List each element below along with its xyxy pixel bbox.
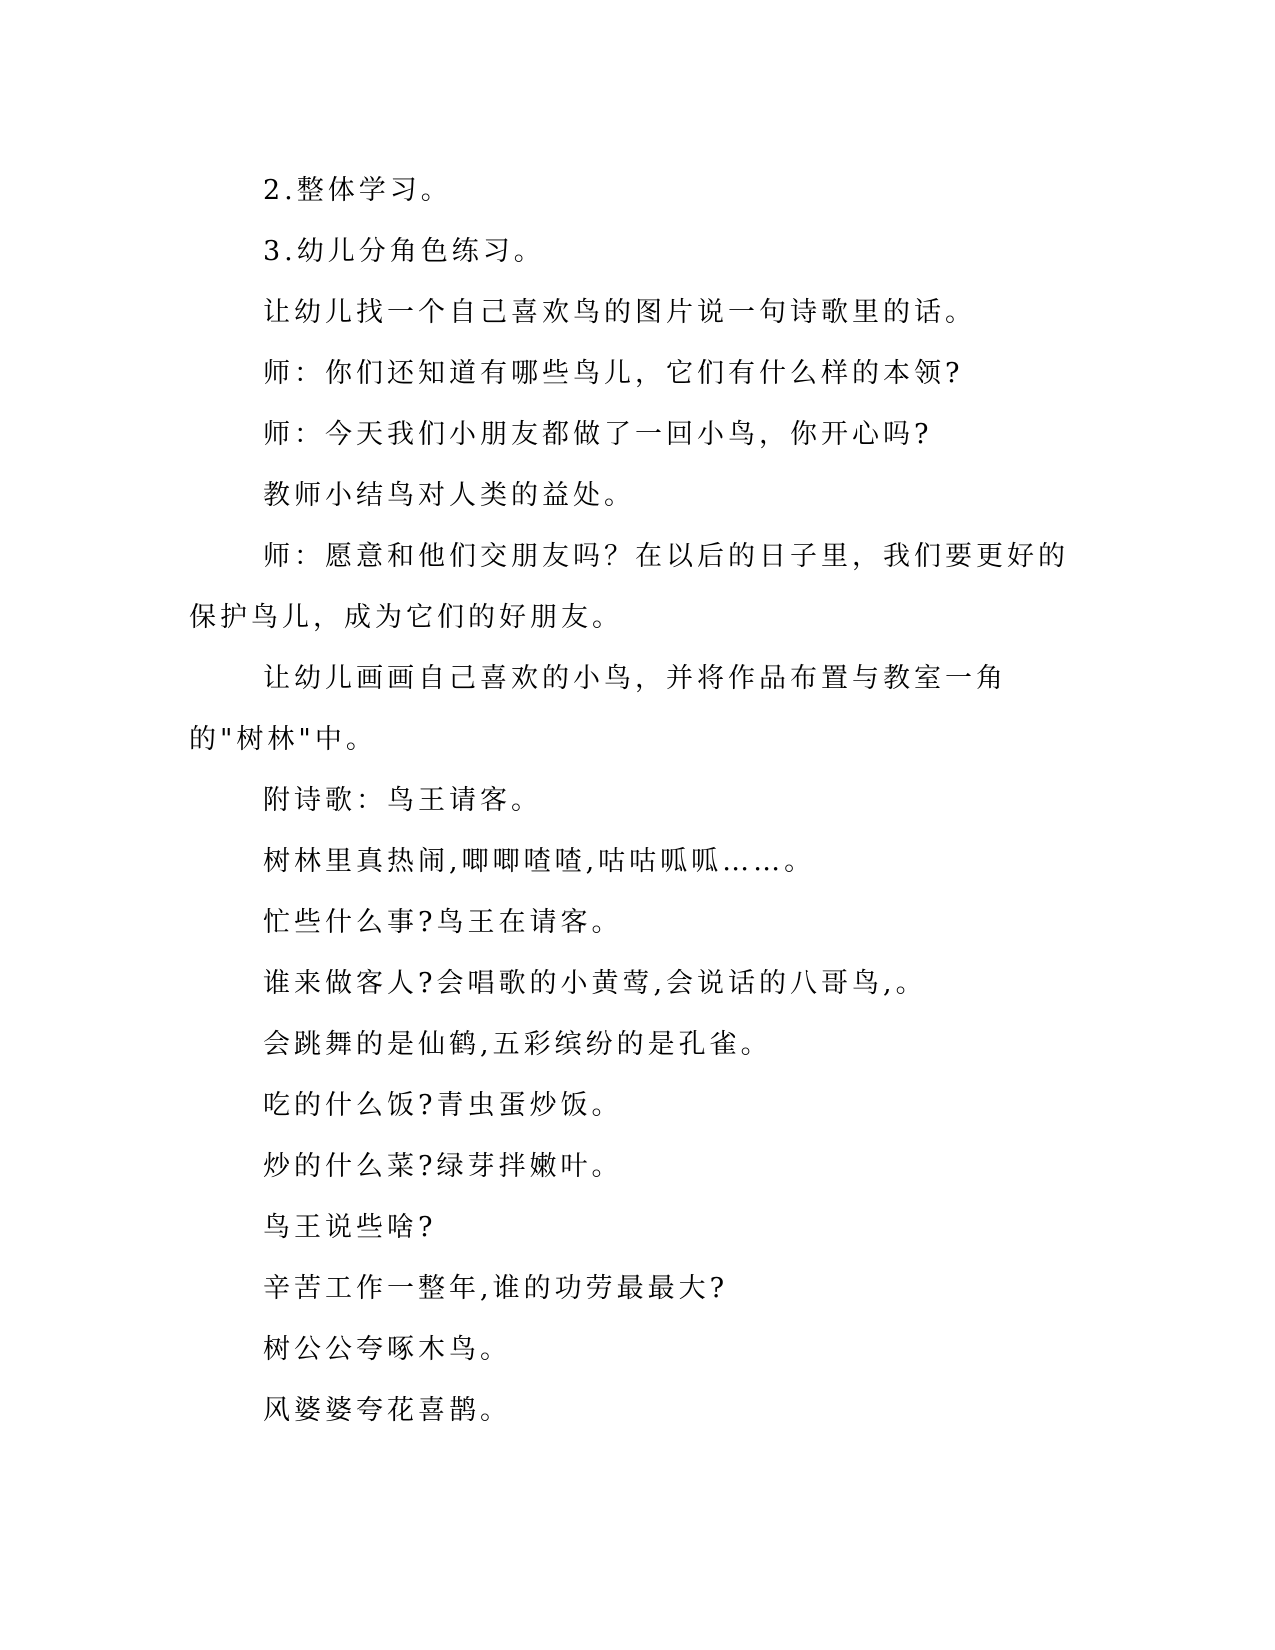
paragraph: 师：今天我们小朋友都做了一回小鸟，你开心吗? bbox=[263, 419, 933, 450]
paragraph: 树公公夸啄木鸟。 bbox=[263, 1334, 511, 1365]
paragraph: 辛苦工作一整年,谁的功劳最最大? bbox=[263, 1273, 729, 1304]
paragraph: 师：你们还知道有哪些鸟儿，它们有什么样的本领? bbox=[263, 358, 964, 389]
paragraph: 树林里真热闹,唧唧喳喳,咕咕呱呱……。 bbox=[263, 846, 816, 877]
paragraph: 附诗歌：鸟王请客。 bbox=[263, 785, 542, 816]
paragraph: 3.幼儿分角色练习。 bbox=[263, 236, 545, 267]
paragraph: 会跳舞的是仙鹤,五彩缤纷的是孔雀。 bbox=[263, 1029, 772, 1060]
paragraph: 鸟王说些啥? bbox=[263, 1212, 437, 1243]
paragraph: 让幼儿画画自己喜欢的小鸟，并将作品布置与教室一角的"树林"中。 bbox=[189, 663, 1007, 755]
paragraph: 吃的什么饭?青虫蛋炒饭。 bbox=[263, 1090, 623, 1121]
paragraph: 师：愿意和他们交朋友吗？在以后的日子里，我们要更好的保护鸟儿，成为它们的好朋友。 bbox=[189, 541, 1069, 633]
paragraph: 2.整体学习。 bbox=[263, 175, 452, 206]
paragraph: 谁来做客人?会唱歌的小黄莺,会说话的八哥鸟,。 bbox=[263, 968, 927, 999]
document-body bbox=[189, 160, 1069, 1441]
paragraph: 风婆婆夸花喜鹊。 bbox=[263, 1395, 511, 1426]
paragraph: 忙些什么事?鸟王在请客。 bbox=[263, 907, 623, 938]
paragraph: 炒的什么菜?绿芽拌嫩叶。 bbox=[263, 1151, 623, 1182]
paragraph: 让幼儿找一个自己喜欢鸟的图片说一句诗歌里的话。 bbox=[263, 297, 976, 328]
paragraph: 教师小结鸟对人类的益处。 bbox=[263, 480, 635, 511]
